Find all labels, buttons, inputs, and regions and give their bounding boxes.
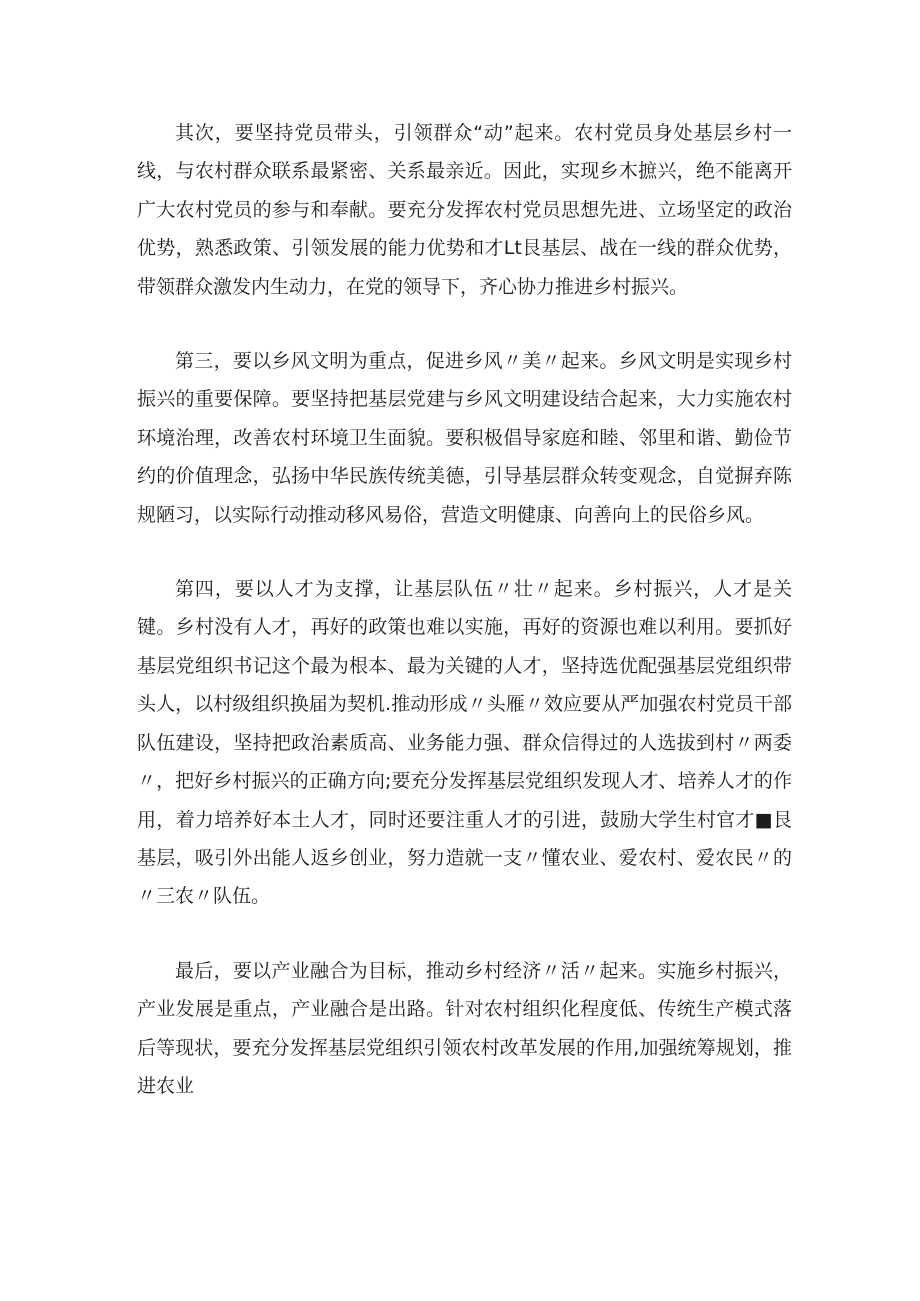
paragraph-industry-integration: 最后，要以产业融合为目标，推动乡村经济〃活〃起来。实施乡村振兴，产业发展是重点，产业融合是出路。针对农村组织化程度低、传统生产模式落后等现状，要充分发挥基层党组织引领农村改革发展的作用,加强统筹规划，推进农业 bbox=[137, 959, 792, 1097]
document-body bbox=[137, 114, 792, 1141]
paragraph-party-members-lead: 其次，要坚持党员带头，引领群众“动”起来。农村党员身处基层乡村一线，与农村群众联系最紧密、关系最亲近。因此，实现乡木摭兴，绝不能离开广大农村党员的参与和奉献。要充分发挥农村党员思想先进、立场坚定的政治优势，熟悉政策、引领发展的能力优势和才Lt艮基层、战在一线的群众优势，带领群众激发内生动力，在党的领导下，齐心协力推进乡村振兴。 bbox=[137, 122, 792, 298]
paragraph-talent-support: 第四，要以人才为支撑，让基层队伍〃壮〃起来。乡村振兴，人才是关键。乡村没有人才，再好的政策也难以实施，再好的资源也难以利用。要抓好基层党组织书记这个最为根本、最为关键的人才，坚持选优配强基层党组织带头人，以村级组织换届为契机.推动形成〃头雁〃效应要从严加强农村党员干部队伍建设，坚持把政治素质高、业务能力强、群众信得过的人选拔到村〃两委〃，把好乡村振兴的正确方向;要充分发挥基层党组织发现人才、培养人才的作用，着力培养好本土人才，同时还要注重人才的引进，鼓励大学生村官才■艮基层，吸引外出能人返乡创业，努力造就一支〃懂农业、爱农村、爱农民〃的〃三农〃队伍。 bbox=[137, 578, 792, 908]
paragraph-rural-civility: 第三，要以乡风文明为重点，促进乡风〃美〃起来。乡风文明是实现乡村振兴的重要保障。要坚持把基层党建与乡风文明建设结合起来，大力实施农村环境治理，改善农村环境卫生面貌。要积极倡导家庭和睦、邻里和谐、勤俭节约的价值理念，弘扬中华民族传统美德，引导基层群众转变观念，自觉摒弃陈规陋习，以实际行动推动移风易俗，营造文明健康、向善向上的民俗乡风。 bbox=[137, 350, 792, 526]
